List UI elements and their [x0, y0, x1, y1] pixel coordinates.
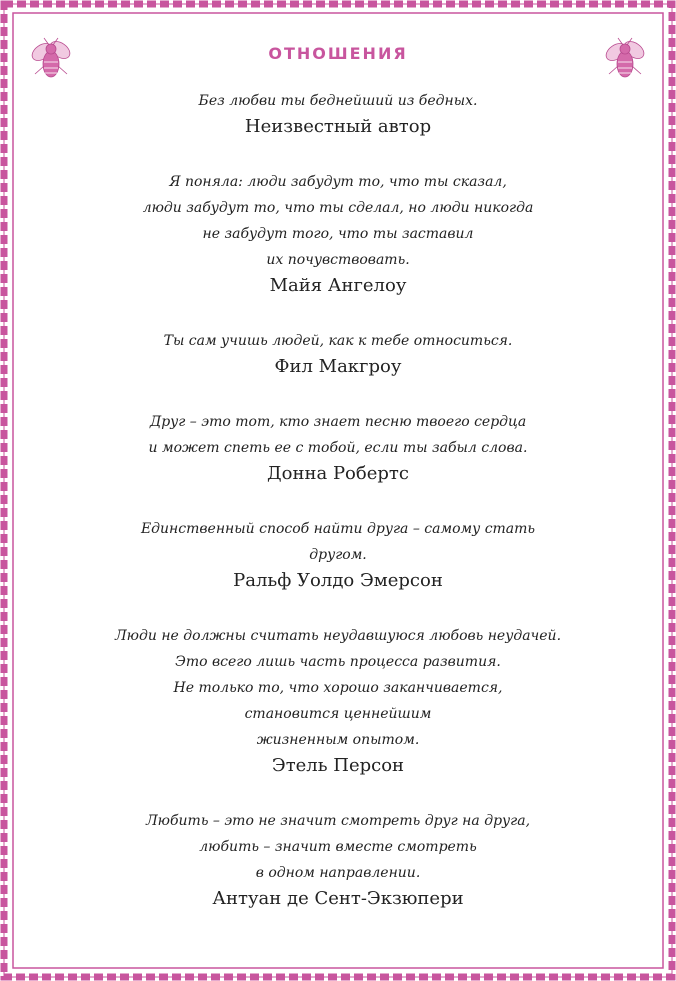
quote-author: Антуан де Сент-Экзюпери: [212, 888, 464, 909]
quote-author: Неизвестный автор: [244, 116, 432, 137]
quote-author: Майя Ангелоу: [269, 275, 407, 296]
quote-line: Без любви ты беднейший из бедных.: [198, 93, 478, 109]
quote-line: в одном направлении.: [255, 865, 421, 881]
quote-line: становится ценнейшим: [244, 706, 432, 722]
quote-author: Ральф Уолдо Эмерсон: [233, 570, 443, 591]
quote-item: [40, 169, 636, 299]
quote-item: [40, 623, 636, 779]
quote-line: Не только то, что хорошо заканчивается,: [173, 680, 503, 696]
quote-item: [40, 409, 636, 487]
quote-author: Этель Персон: [271, 755, 405, 776]
quote-line: Друг – это тот, кто знает песню твоего сердца: [149, 414, 527, 430]
quote-item: [40, 516, 636, 594]
quote-line: любить – значит вместе смотреть: [199, 839, 477, 855]
quote-line: их почувствовать.: [266, 252, 410, 268]
quote-item: [40, 808, 636, 912]
quote-line: люди забудут то, что ты сделал, но люди никогда: [142, 200, 534, 216]
quote-item: [40, 88, 636, 140]
quote-line: Люди не должны считать неудавшуюся любовь неудачей.: [114, 628, 562, 644]
quote-line: не забудут того, что ты заставил: [202, 226, 474, 242]
quote-author: Фил Макгроу: [274, 356, 402, 377]
quote-item: [40, 328, 636, 380]
quote-list: [40, 88, 636, 941]
page-title: ОТНОШЕНИЯ: [268, 44, 408, 63]
quote-line: другом.: [309, 547, 367, 563]
quote-line: Любить – это не значит смотреть друг на друга,: [145, 813, 531, 829]
quote-line: Я поняла: люди забудут то, что ты сказал,: [169, 174, 507, 190]
quote-author: Донна Робертс: [267, 463, 409, 484]
quote-line: Единственный способ найти друга – самому стать: [140, 521, 536, 537]
quote-line: жизненным опытом.: [256, 732, 420, 748]
quote-line: и может спеть ее с тобой, если ты забыл слова.: [148, 440, 528, 456]
quote-line: Это всего лишь часть процесса развития.: [175, 654, 501, 670]
quote-line: Ты сам учишь людей, как к тебе относиться.: [163, 333, 513, 349]
